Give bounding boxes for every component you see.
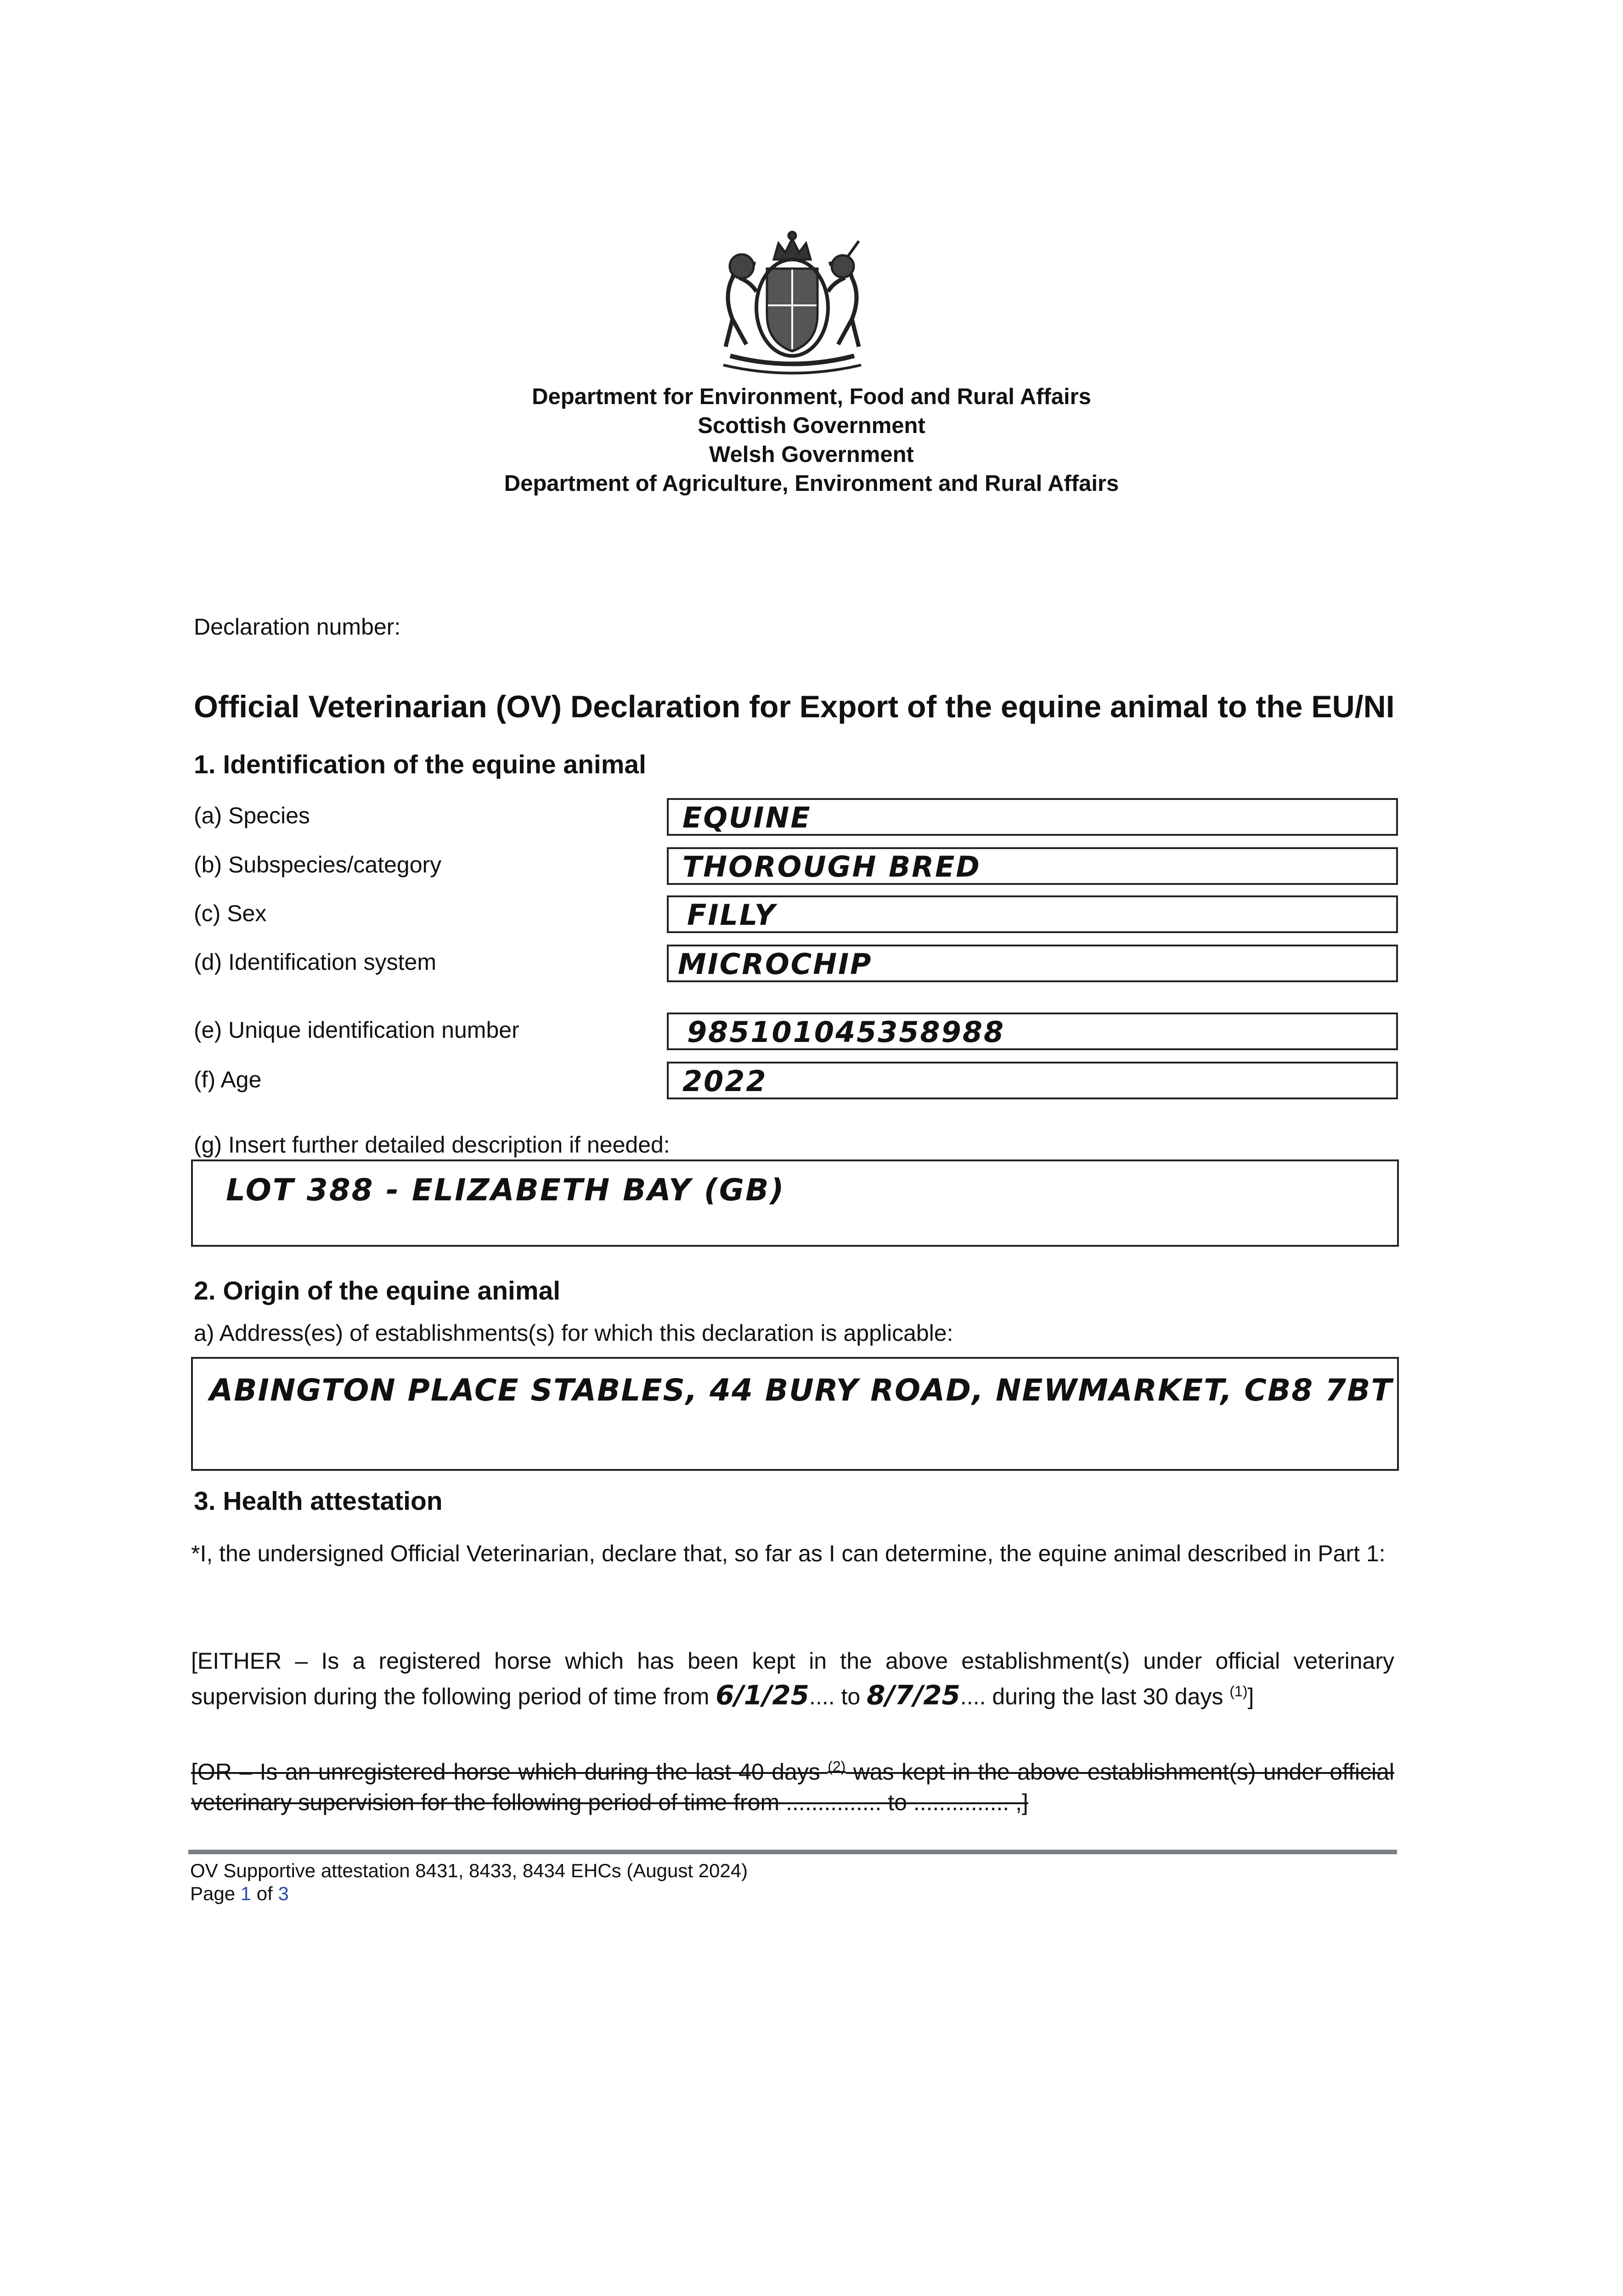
or-text-b: was kept in the above establishment(s) under official veterinary supervision for the following period of time from ............... to ............... ,] [191, 1759, 1394, 1815]
subspecies-field[interactable] [667, 847, 1398, 885]
page-of: of [251, 1883, 278, 1904]
address-value: ABINGTON PLACE STABLES, 44 BURY ROAD, NEWMARKET, CB8 7BT [209, 1373, 1393, 1408]
header-line-3: Welsh Government [709, 442, 914, 467]
footer-rule [188, 1850, 1397, 1854]
age-label: (f) Age [194, 1067, 262, 1092]
address-label: a) Address(es) of establishments(s) for which this declaration is applicable: [194, 1320, 953, 1346]
subspecies-value: THOROUGH BRED [682, 850, 981, 884]
unique-id-label: (e) Unique identification number [194, 1017, 519, 1043]
footer-page-number [190, 1883, 289, 1905]
document-title: Official Veterinarian (OV) Declaration for Export of the equine animal to the EU/NI [194, 689, 1395, 724]
either-to-date[interactable]: 8/7/25 [867, 1679, 960, 1711]
header-line-1: Department for Environment, Food and Rural Affairs [532, 384, 1091, 409]
section-2-heading: 2. Origin of the equine animal [194, 1276, 561, 1306]
age-field[interactable] [667, 1062, 1398, 1099]
either-footnote-ref: (1) [1229, 1683, 1248, 1699]
footer-attestation-ref: OV Supportive attestation 8431, 8433, 8434 EHCs (August 2024) [190, 1860, 748, 1881]
species-value: EQUINE [682, 801, 812, 834]
description-value: LOT 388 - ELIZABETH BAY (GB) [226, 1172, 785, 1208]
header-line-4: Department of Agriculture, Environment and Rural Affairs [504, 471, 1119, 496]
or-text-a: [OR – Is an unregistered horse which during the last 40 days [191, 1759, 828, 1785]
sex-field[interactable] [667, 895, 1398, 933]
unique-id-value: 985101045358988 [687, 1015, 1005, 1049]
royal-coat-of-arms-emblem [705, 227, 879, 379]
either-from-date[interactable]: 6/1/25 [716, 1679, 810, 1711]
declaration-number-label: Declaration number: [194, 614, 401, 640]
or-footnote-ref: (2) [828, 1758, 846, 1775]
header-line-2: Scottish Government [698, 413, 925, 438]
either-text-c: .... during the last 30 days [960, 1683, 1230, 1710]
page-prefix: Page [190, 1883, 241, 1904]
species-field[interactable] [667, 798, 1398, 836]
section-3-heading: 3. Health attestation [194, 1486, 443, 1516]
sex-label: (c) Sex [194, 900, 267, 926]
identification-system-label: (d) Identification system [194, 949, 436, 975]
subspecies-label: (b) Subspecies/category [194, 852, 442, 878]
page-total: 3 [278, 1883, 289, 1904]
page-current: 1 [240, 1883, 252, 1904]
either-end: ] [1247, 1683, 1254, 1710]
or-clause-struck [191, 1751, 1394, 1818]
species-label: (a) Species [194, 803, 310, 828]
health-attestation-intro: *I, the undersigned Official Veterinarian, declare that, so far as I can determine, the equine animal described in Part 1: [191, 1541, 1386, 1566]
either-text-a: [EITHER – Is a registered horse which has been kept in the above establishment(s) under official veterinary supervision during the following period of time from [191, 1648, 1394, 1710]
age-value: 2022 [682, 1064, 767, 1098]
address-field[interactable] [191, 1357, 1399, 1471]
identification-system-value: MICROCHIP [678, 947, 873, 981]
description-field[interactable] [191, 1159, 1399, 1247]
sex-value: FILLY [687, 898, 777, 932]
section-1-heading: 1. Identification of the equine animal [194, 750, 646, 779]
unique-id-field[interactable] [667, 1013, 1398, 1050]
description-label: (g) Insert further detailed description if needed: [194, 1132, 670, 1158]
either-clause [191, 1646, 1394, 1712]
either-text-b: .... to [809, 1683, 867, 1710]
identification-system-field[interactable] [667, 945, 1398, 982]
